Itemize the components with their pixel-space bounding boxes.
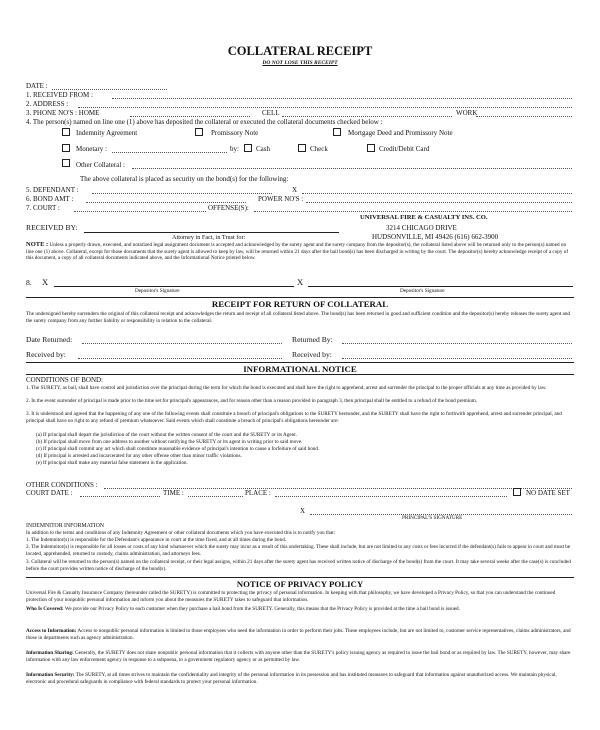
court-label: 7. COURT : [26,204,60,212]
phone-label: 3. PHONE NO'S : HOME [26,109,100,117]
signature-x-mark-2: X [297,277,304,287]
return-heading: RECEIPT FOR RETURN OF COLLATERAL [211,299,389,309]
privacy-security-text: The SURETY, at all times strives to maintain the confidentiality and integrity of the personal information in its possession and has instituted measures to safeguard that information against unauthorized access. We maintain physical, electronic and procedural safeguards in compliance with federal standards to protect your personal information. [26,672,557,685]
cash-checkbox[interactable] [244,144,252,152]
court-field[interactable] [74,211,206,212]
defendant-signature-field[interactable] [302,193,572,194]
other-collateral-checkbox[interactable] [62,159,70,167]
bond-amount-field[interactable] [86,202,246,203]
promissory-checkbox[interactable] [195,128,203,136]
indemnity-label: Indemnity Agreement [76,129,138,137]
address-label: 2. ADDRESS : [26,100,69,108]
privacy-security-label: Information Security: [26,672,75,678]
returned-by-field[interactable] [342,343,572,344]
privacy-sharing-text: Generally, the SURETY does not share nonpublic personal information that it collects with anyone other than the SURETY's policy issuing agency as required to issue the bail bond or as required by law. The SURETY, however, may share information with any law enforcement agency in response to a subpoena, to a government regulatory agency or as permitted by law. [26,650,571,663]
defendant-x-mark: X [292,186,298,194]
note-label: NOTE : [26,241,49,248]
principal-x-mark: X [300,507,306,515]
received-from-label: 1. RECEIVED FROM : [26,91,93,99]
no-date-set-label: NO DATE SET [526,489,570,497]
company-street: 3214 CHICAGO DRIVE [386,224,457,232]
privacy-sharing-label: Information Sharing: [26,650,74,656]
info-heading: INFORMATIONAL NOTICE [243,364,357,374]
company-name: UNIVERSAL FIRE & CASUALTY INS. CO. [360,214,488,221]
mortgage-label: Mortgage Deed and Promissory Note [348,129,453,137]
privacy-intro: Universal Fire & Casualty Insurance Company (hereunder called the SURETY) is committed to protecting the privacy of personal information. In keeping with that philosophy, we have developed a Privacy Policy, so that you can understand the continued protection of your nonpublic personal information and inform you about the measures the SURETY takes to safeguard that information. [26,590,556,603]
power-field[interactable] [306,202,572,203]
indemnitor-item-3: 3. Collateral will be returned to the person(s) named on the collateral receipt, or their legal assigns, within 21 days after the surety agent has received written notice of discharge of the bond(s) from the court. It may take several weeks after the case(s) is concluded before the court provides written notice of discharge of the bond(s). [26,559,571,572]
condition-2: 2. In the event surrender of principal is made prior to the time set for principal's appearances, and for reason other than a reason provided in paragraph 3, then principal shall be entitled to a refund of the bond premium. [26,398,478,404]
defendant-field[interactable] [92,193,272,194]
date-field[interactable] [52,89,167,90]
privacy-divider [26,577,574,578]
defendant-label: 5. DEFENDANT : [26,186,79,194]
place-label: PLACE : [245,489,271,497]
condition-1: 1. The SURETY, as bail, shall have control and jurisdiction over the principal during the term for which the bond is executed and shall have the right to apprehend, arrest and surrender the principal to the proper officials at any time as provided by law. [26,385,547,391]
received-by-return-field-2[interactable] [342,358,572,359]
info-divider [26,362,574,363]
court-date-label: COURT DATE : [26,489,73,497]
date-returned-field[interactable] [82,343,282,344]
home-phone-field[interactable] [130,116,250,117]
privacy-who-label: Who Is Covered: [26,606,64,612]
depositor-signature-line-2[interactable] [308,286,573,287]
breach-e: (e) If principal shall make any material false statement in the application. [36,460,188,466]
return-divider [26,297,574,298]
privacy-access [26,628,574,641]
date-returned-label: Date Returned: [26,335,73,344]
note-paragraph [26,242,574,262]
court-date-field[interactable] [80,496,160,497]
received-by-return-field[interactable] [78,358,282,359]
privacy-access-text: Access to nonpublic personal information is limited to those employees who need the information in order to perform their jobs. These employees include, but are not limited to, customer service representatives, claims administrators, and those in departments such as agency administration. [26,628,571,641]
principal-signature-caption: PRINCIPAL'S SIGNATURE [402,515,463,521]
time-field[interactable] [188,496,243,497]
breach-a: (a) If principal shall depart the jurisdiction of the court without the written consent of the court and the SURETY or its Agent. [36,432,297,438]
cash-label: Cash [256,145,270,153]
privacy-access-label: Access to Information: [26,628,77,634]
signature-number: 8. [26,278,32,287]
received-by-return-label-2: Received by: [292,350,332,359]
place-field[interactable] [275,496,507,497]
address-field[interactable] [78,107,572,108]
company-city: HUDSONVILLE, MI 49426 (616) 662-3900 [372,233,499,241]
cell-label: CELL [262,109,280,117]
bond-amount-label: 6. BOND AMT : [26,195,74,203]
received-by-return-label: Received by: [26,350,66,359]
cell-phone-field[interactable] [282,116,452,117]
depositor-signature-caption-1: Depositor's Signature [135,288,180,294]
breach-d: (d) If principal is arrested and incarcerated for any other offense other than minor traffic violations. [36,453,242,459]
privacy-who-text: We provide our Privacy Policy to each customer when they purchase a bail bond from the SURETY. Generally, this means that the Privacy Policy is provided at the time a bail bond is issued. [64,606,460,612]
collateral-statement: 4. The person(s) named on line one (1) above has deposited the collateral or executed the collateral documents checked below : [26,118,383,126]
offense-field[interactable] [254,211,572,212]
work-label: WORK [456,109,478,117]
by-label: by: [230,145,239,153]
offense-label: OFFENSE(S): [208,204,249,212]
conditions-heading: CONDITIONS OF BOND: [26,376,104,384]
check-checkbox[interactable] [298,144,306,152]
note-text: Unless a properly drawn, executed, and notarized legal assignment document is accepted and acknowledged by the surety agent and the surety company from the depositor(s), the collateral listed above will be returned only to the person(s) named on line one (1) above. Collateral, except for those documents that the surety agent is allowed to keep by law, will be returned within 21 days after the bail bond(s) has been discharged in writing by the court. The depositor(s) hereby acknowledge receipt of a copy of this document, a copy of all collateral documents indicated above, and the Informational Notice printed below. [26,242,569,261]
breach-b: (b) If principal shall move from one address to another without notifying the SURETY or its agent in writing prior to said move. [36,439,303,445]
return-text: The undersigned hereby surrenders the original of this collateral receipt and acknowledges the return and receipt of all collateral listed above. The bond(s) has been returned in good and sufficient condition and the depositor(s) hereby releases the surety agent and the surety company from any further liability or responsibility in relation to the collateral. [26,311,571,324]
date-label: DATE : [26,82,48,90]
received-by-line[interactable] [84,232,339,233]
condition-3: 3. It is understood and agreed that the happening of any one of the following events shall constitute a breach of principal's obligations to the SURETY hereunder, and the SURETY shall have the right to forthwith apprehend, arrest and surrender principal, and principal shall have no right to any refund of premium whatsoever. Said events which shall constitute a breach of principal's obligations hereunder are: [26,411,562,424]
promissory-label: Promissory Note [211,129,259,137]
monetary-checkbox[interactable] [62,144,70,152]
indemnity-checkbox[interactable] [62,128,70,136]
mortgage-checkbox[interactable] [333,128,341,136]
no-date-set-checkbox[interactable] [513,488,521,496]
attorney-caption: Attorney in Fact, in Trust for: [172,234,246,241]
info-divider-bottom [26,374,574,375]
received-from-field[interactable] [112,98,572,99]
returned-by-label: Returned By: [292,335,333,344]
indemnitor-intro: In addition to the terms and conditions of any Indemnity Agreement or other collateral documents which you have executed this is to notify you that: [26,530,336,536]
form-subtitle: DO NOT LOSE THIS RECEIPT [262,60,338,66]
indemnitor-item-2: 2. The Indemnitor(s) is responsible for all losses or costs of any kind whatsoever which the surety may incur as a result of this undertaking. These shall include, but are not limited to any costs or fees incurred if the defendant(s) fails to appear in court and must be located, apprehended, returned to custody, claims administration, and attorneys fees. [26,544,571,557]
received-by-label: RECEIVED BY: [26,223,78,232]
privacy-sharing [26,650,574,663]
privacy-who [26,606,574,613]
indemnitor-heading: INDEMNITOR INFORMATION [26,523,104,529]
form-title: COLLATERAL RECEIPT [227,44,373,58]
power-label: POWER NO'S : [258,195,304,203]
check-label: Check [310,145,328,153]
privacy-security [26,672,574,685]
signature-x-mark: X [42,277,49,287]
privacy-heading: NOTICE OF PRIVACY POLICY [236,579,364,589]
breach-c: (c) If principal shall commit any act which shall constitute reasonable evidence of principal's intention to cause a forfeiture of said bond. [36,446,320,452]
monetary-field[interactable] [112,152,227,153]
other-collateral-label: Other Collateral : [76,161,125,169]
other-conditions-label: OTHER CONDITIONS : [26,481,98,489]
credit-label: Credit/Debit Card [379,145,430,153]
monetary-label: Monetary : [76,145,107,153]
other-collateral-field[interactable] [132,168,572,169]
depositor-signature-caption-2: Depositor's Signature [400,288,445,294]
time-label: TIME : [163,489,184,497]
placed-statement: The above collateral is placed as security on the bond(s) for the following: [80,175,289,183]
credit-checkbox[interactable] [367,144,375,152]
indemnitor-item-1: 1. The Indemnitor(s) is responsible for the Defendant's appearance in court at the time fixed, and at all times during the bond. [26,537,287,543]
depositor-signature-line-1[interactable] [54,286,294,287]
work-phone-field[interactable] [476,116,572,117]
